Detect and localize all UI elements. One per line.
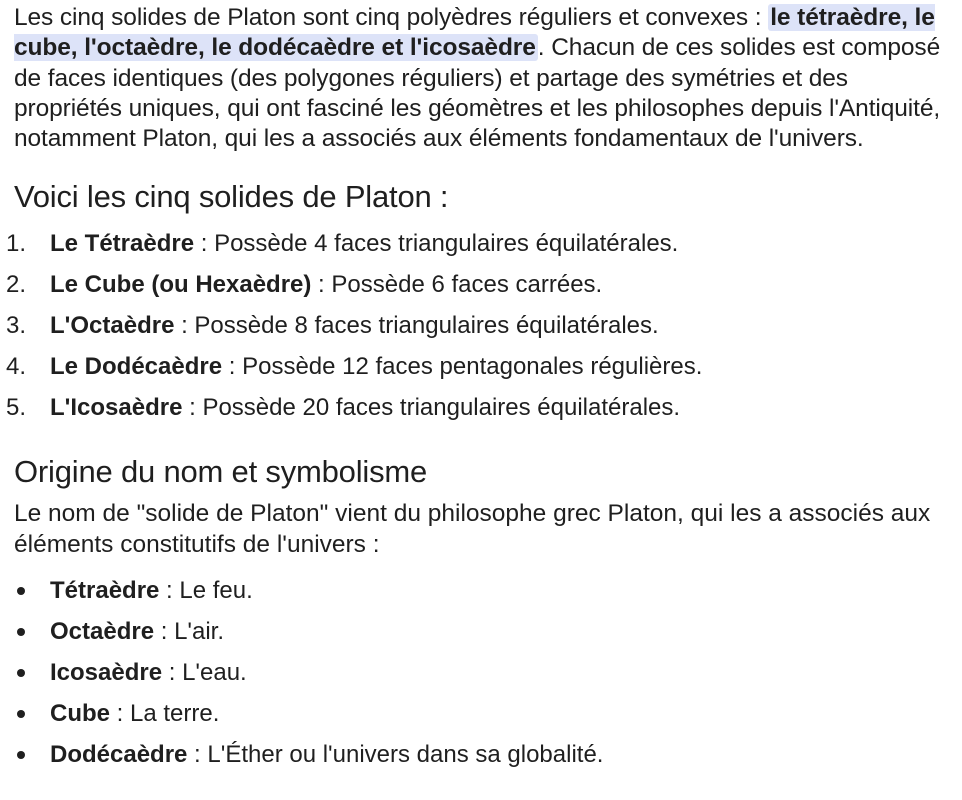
element-description: : L'eau.: [162, 659, 247, 687]
intro-text-after: . Chacun de ces solides est composé de faces identiques (des polygones réguliers) et partage des symétries et des propriétés uniques, qui ont fasciné les géomètres et les philosophes depuis l'Antiquité, notamment Platon, qui les a associés aux éléments fondamentaux de l'univers.: [14, 34, 941, 153]
solids-heading: Voici les cinq solides de Platon :: [14, 179, 449, 215]
intro-highlighted-text[interactable]: le tétraèdre, le cube, l'octaèdre, le dodécaèdre et l'icosaèdre: [14, 4, 935, 62]
element-solid-name: Icosaèdre: [50, 659, 163, 687]
solid-name: L'Icosaèdre: [50, 394, 183, 422]
bullet-icon: [17, 751, 25, 759]
list-item: [14, 611, 948, 652]
elements-list: [14, 570, 948, 775]
solid-description: : Possède 12 faces pentagonales régulières.: [222, 353, 703, 381]
list-item: [14, 652, 948, 693]
element-description: : Le feu.: [159, 577, 253, 605]
element-description: : L'air.: [154, 618, 225, 646]
list-number: 5.: [6, 394, 27, 422]
origin-heading: Origine du nom et symbolisme: [14, 454, 428, 490]
list-item: [14, 693, 948, 734]
list-number: 1.: [6, 230, 27, 258]
origin-paragraph: Le nom de "solide de Platon" vient du philosophe grec Platon, qui les a associés aux éléments constitutifs de l'univers :: [14, 500, 931, 558]
solid-description: : Possède 4 faces triangulaires équilatérales.: [194, 230, 679, 258]
bullet-icon: [17, 669, 25, 677]
solids-list: [6, 223, 948, 428]
list-number: 3.: [6, 312, 27, 340]
intro-paragraph: [14, 3, 948, 154]
solid-name: L'Octaèdre: [50, 312, 175, 340]
solid-description: : Possède 8 faces triangulaires équilatérales.: [174, 312, 659, 340]
list-item: [6, 346, 948, 387]
solid-description: : Possède 6 faces carrées.: [311, 271, 603, 299]
bullet-icon: [17, 710, 25, 718]
list-item: [14, 734, 948, 775]
list-number: 2.: [6, 271, 27, 299]
list-item: [6, 387, 948, 428]
solid-name: Le Tétraèdre: [50, 230, 195, 258]
list-number: 4.: [6, 353, 27, 381]
element-solid-name: Cube: [50, 700, 110, 728]
element-description: : L'Éther ou l'univers dans sa globalité.: [187, 741, 604, 769]
list-item: [6, 305, 948, 346]
intro-text-before: Les cinq solides de Platon sont cinq polyèdres réguliers et convexes :: [14, 4, 769, 31]
element-solid-name: Octaèdre: [50, 618, 155, 646]
solid-name: Le Cube (ou Hexaèdre): [50, 271, 312, 299]
element-solid-name: Tétraèdre: [50, 577, 160, 605]
element-solid-name: Dodécaèdre: [50, 741, 188, 769]
list-item: [6, 223, 948, 264]
bullet-icon: [17, 587, 25, 595]
solid-description: : Possède 20 faces triangulaires équilatérales.: [182, 394, 681, 422]
solid-name: Le Dodécaèdre: [50, 353, 223, 381]
element-description: : La terre.: [110, 700, 220, 728]
list-item: [6, 264, 948, 305]
bullet-icon: [17, 628, 25, 636]
list-item: [14, 570, 948, 611]
